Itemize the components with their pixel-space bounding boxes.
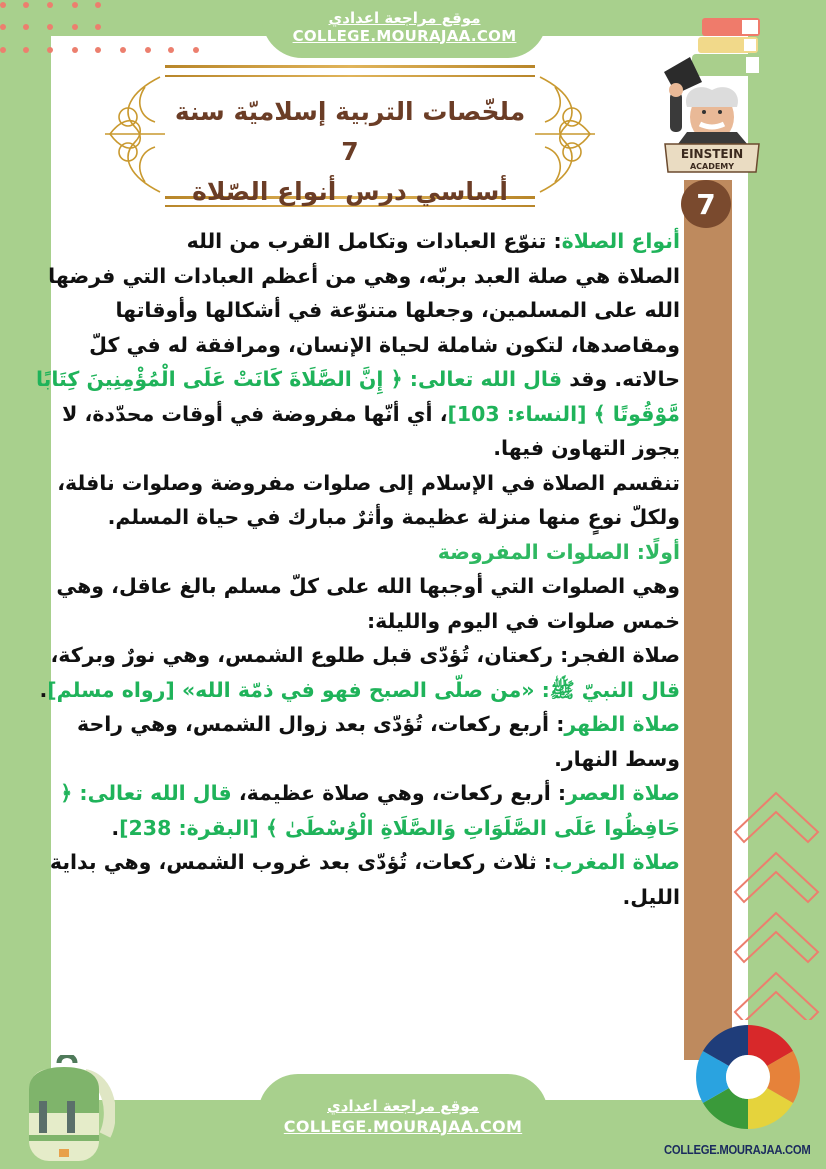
fajr-source: [رواه مسلم]	[47, 677, 182, 702]
title-line-1: ملخّصات التربية إسلاميّة سنة 7	[174, 97, 526, 166]
dhuhr-label: صلاة الظهر	[564, 712, 680, 736]
fajr-text: صلاة الفجر: ركعتان، تُؤدّى قبل طلوع الشمس، وهي نورٌ وبركة،	[50, 643, 680, 667]
footer-site-url[interactable]: COLLEGE.MOURAJAA.COM	[283, 1117, 523, 1136]
dhuhr-paragraph	[35, 707, 680, 776]
lesson-content	[35, 224, 680, 914]
asr-label: صلاة العصر	[566, 781, 680, 805]
header-site-url[interactable]: COLLEGE.MOURAJAA.COM	[292, 27, 517, 45]
maghrib-text: : ثلاث ركعات، تُؤدّى بعد غروب الشمس، وهي بداية الليل.	[49, 850, 680, 909]
page-title	[165, 92, 535, 212]
footer-logo-url[interactable]: COLLEGE.MOURAJAA.COM	[664, 1143, 811, 1157]
chevron-decoration-icon	[730, 790, 826, 1020]
backpack-icon	[15, 1055, 115, 1165]
side-column	[684, 180, 732, 1060]
ornament-right-icon	[530, 72, 600, 197]
title-frame	[105, 62, 595, 207]
section1-intro: وهي الصلوات التي أوجبها الله على كلّ مسلم بالغ عاقل، وهي خمس صلوات في اليوم والليلة:	[56, 574, 680, 633]
asr-quote-intro: قال الله تعالى:	[72, 781, 232, 805]
asr-verse: ﴿ حَافِظُوا عَلَى الصَّلَوَاتِ وَالصَّلَاةِ الْوُسْطَىٰ ﴾ [البقرة: 238]	[60, 781, 680, 840]
einstein-academy-mascot-icon	[662, 12, 762, 182]
fajr-hadith: «من صلّى الصبح فهو في ذمّة الله»	[181, 677, 535, 702]
fajr-hadith-intro: قال النبيّ ﷺ:	[534, 677, 680, 702]
asr-text: : أربع ركعات، وهي صلاة عظيمة،	[231, 781, 567, 805]
maghrib-paragraph	[35, 845, 680, 914]
intro-paragraph	[35, 224, 680, 466]
ornament-left-icon	[100, 72, 170, 197]
svg-text:ACADEMY: ACADEMY	[689, 162, 735, 171]
fajr-paragraph: صلاة الفجر: ركعتان، تُؤدّى قبل طلوع الشمس، وهي نورٌ وبركة، قال النبيّ ﷺ: «من صلّى الصبح فهو في ذمّة الله» [رواه مسلم].	[39, 643, 680, 702]
intro-body-2: ، أي أنّها مفروضة في أوقات محدّدة، لا يجوز التهاون فيها.	[62, 401, 680, 460]
footer-site-name[interactable]: موقع مراجعة اعدادي	[327, 1097, 479, 1115]
header-site-name[interactable]: موقع مراجعة اعدادي	[328, 9, 481, 27]
intro-verse: ﴿ إِنَّ الصَّلَاةَ كَانَتْ عَلَى الْمُؤْمِنِينَ كِتَابًا مَّوْقُوتًا ﴾ [النساء: 103]	[35, 367, 680, 426]
grade-badge	[681, 180, 731, 228]
intro-heading-suffix: : تنوّع العبادات وتكامل القرب من الله	[186, 229, 562, 253]
header-banner[interactable]	[262, 0, 547, 58]
footer-banner[interactable]	[258, 1074, 548, 1169]
intro-quote-intro: قال الله تعالى:	[402, 367, 563, 391]
title-line-2: أساسي درس أنواع الصّلاة	[192, 177, 508, 206]
subjects-wheel-logo-icon	[693, 1022, 803, 1132]
asr-paragraph: صلاة العصر: أربع ركعات، وهي صلاة عظيمة، قال الله تعالى: ﴿ حَافِظُوا عَلَى الصَّلَوَاتِ وَالصَّلَاةِ الْوُسْطَىٰ ﴾ [البقرة: 238].	[60, 781, 680, 840]
division-paragraph: تنقسم الصلاة في الإسلام إلى صلوات مفروضة وصلوات نافلة، ولكلّ نوعٍ منها منزلة عظيمة وأثرٌ مبارك في حياة المسلم.	[57, 470, 680, 529]
grade-number: 7	[696, 187, 716, 221]
intro-body-1: الصلاة هي صلة العبد بربّه، وهي من أعظم العبادات التي فرضها الله على المسلمين، وجعلها متنوّعة في أشكالها وأوقاتها ومقاصدها، لتكون شاملة لحياة الإنسان، ومرافقة له في كلّ حالاته. وقد	[48, 263, 680, 391]
intro-heading: أنواع الصلاة	[561, 229, 680, 253]
section1-heading: أولًا: الصلوات المفروضة	[437, 539, 680, 564]
svg-text:EINSTEIN: EINSTEIN	[680, 147, 744, 161]
dhuhr-text: : أربع ركعات، تُؤدّى بعد زوال الشمس، وهي راحة وسط النهار.	[77, 712, 680, 771]
maghrib-label: صلاة المغرب	[551, 850, 680, 874]
